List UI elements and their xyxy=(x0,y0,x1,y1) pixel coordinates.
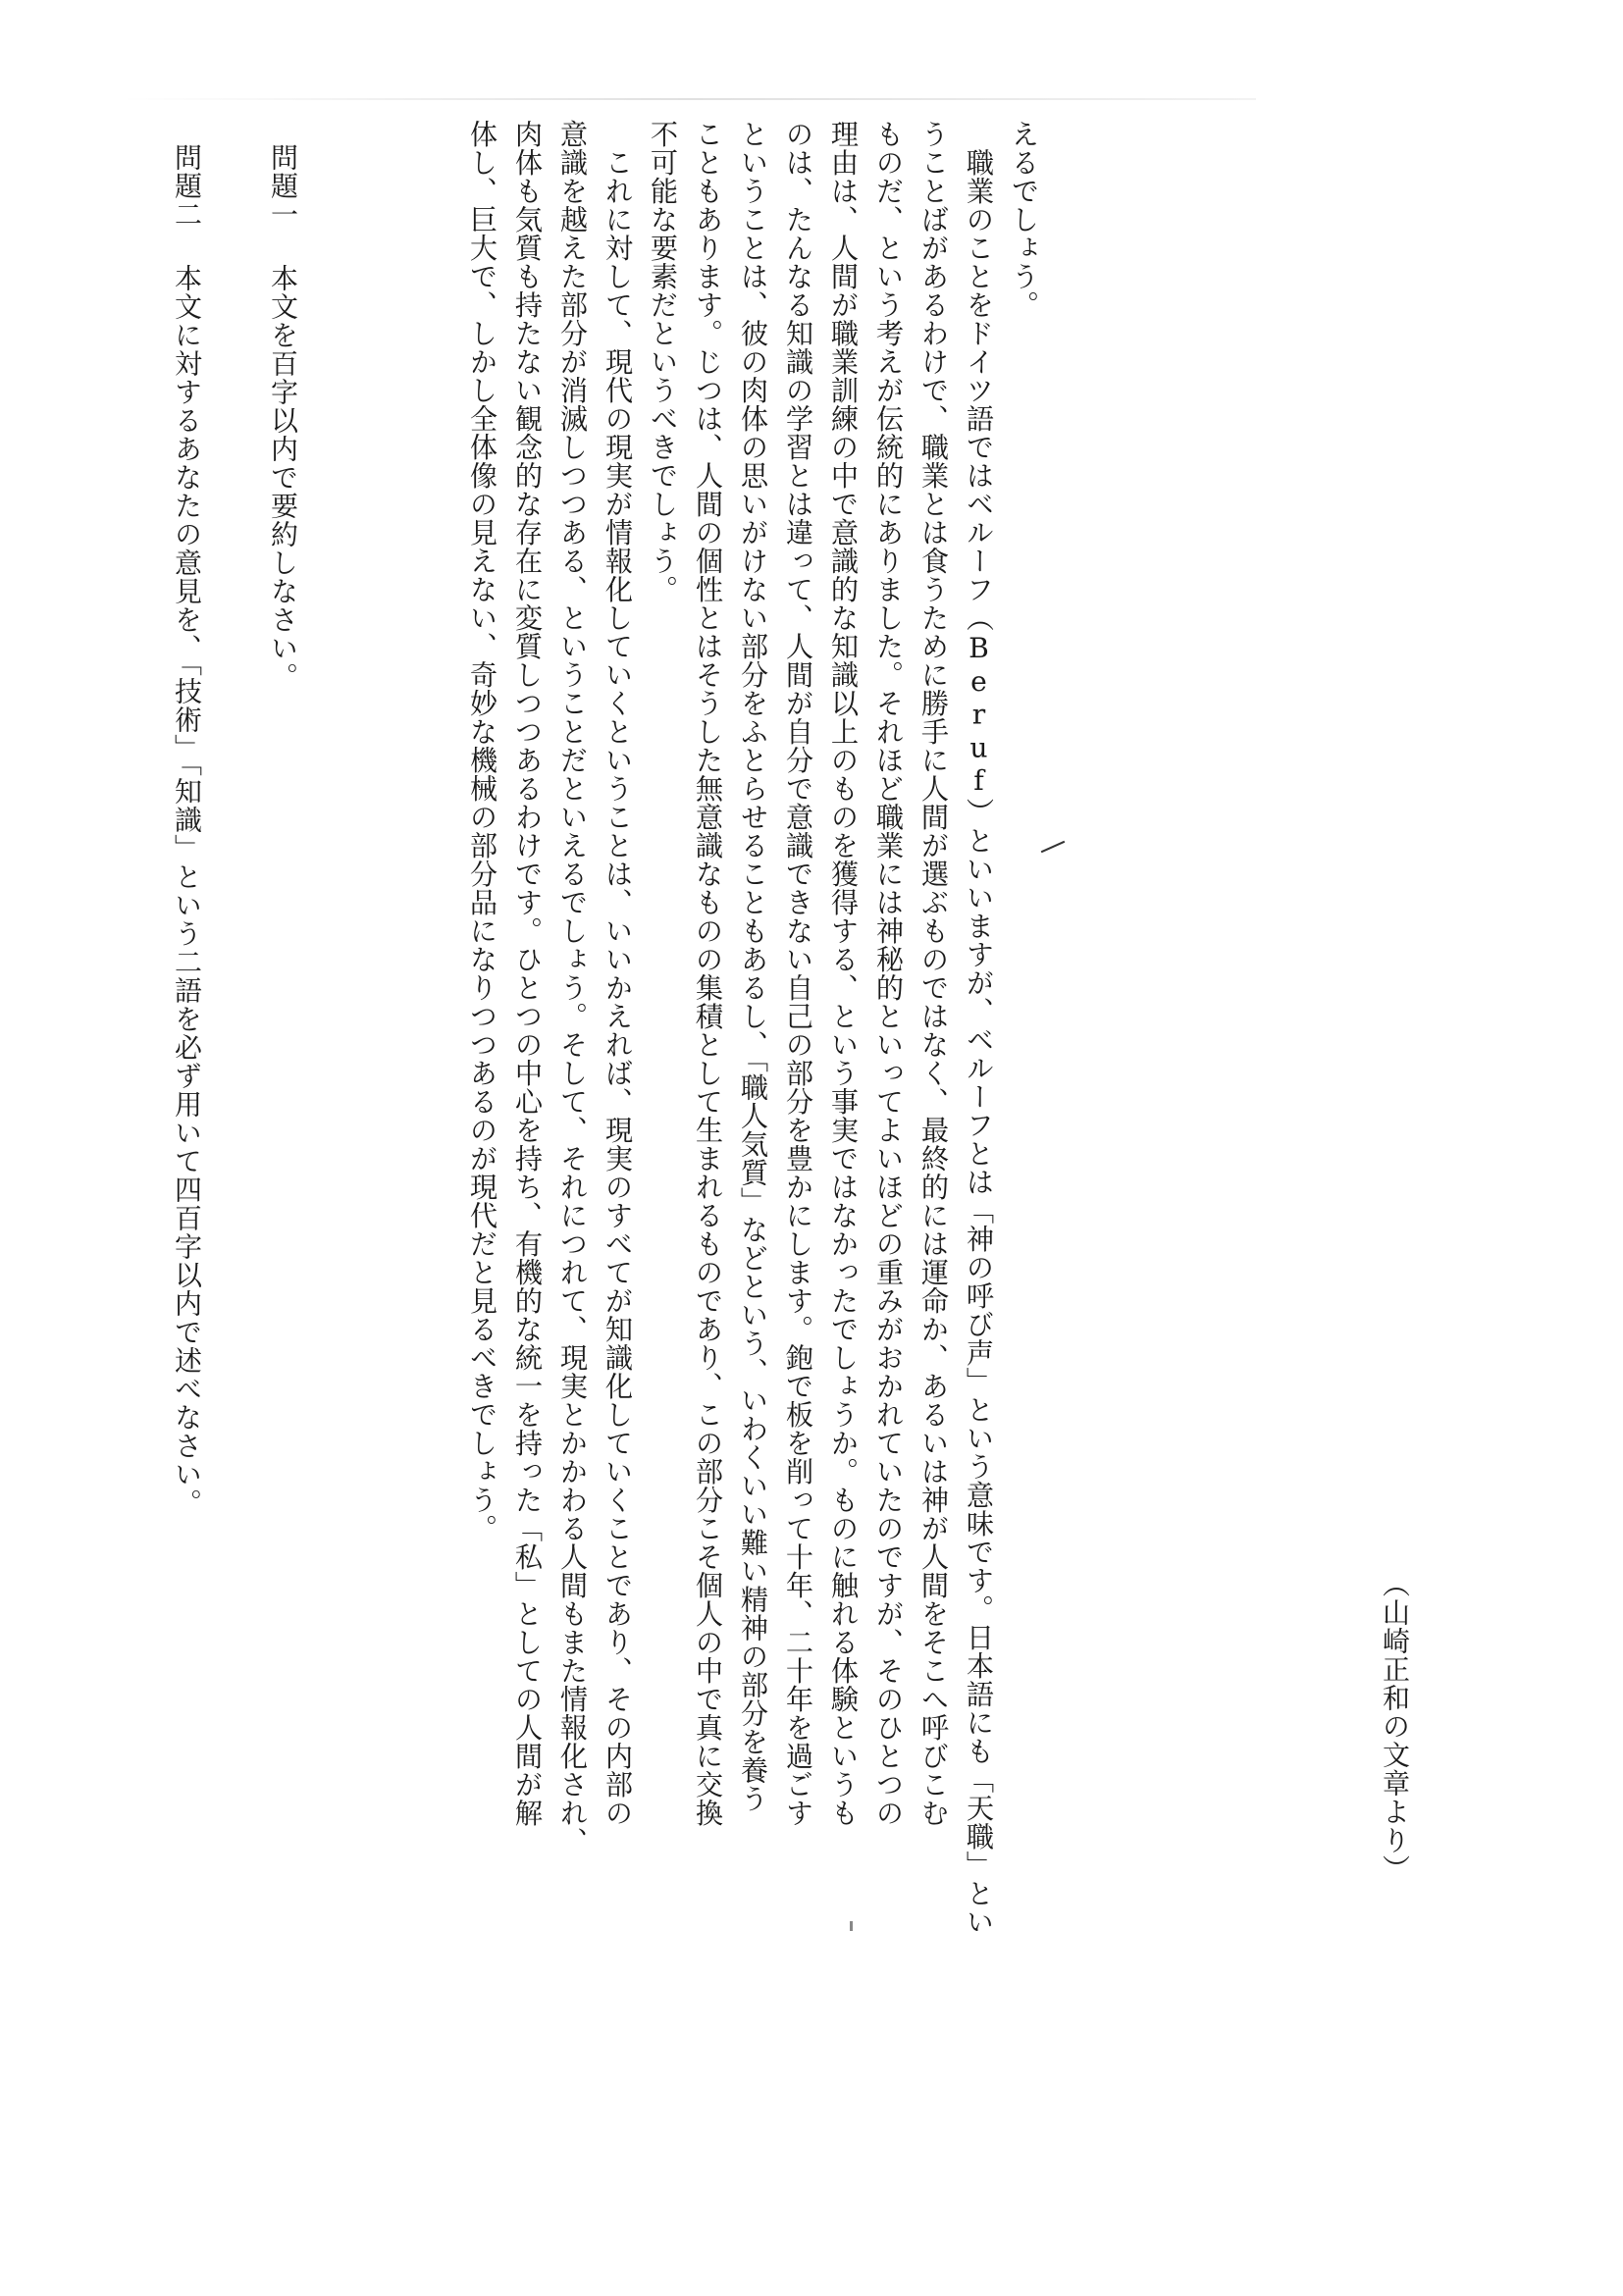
question-label: 問題二 xyxy=(171,143,203,229)
passage-line: こともあります。じつは、人間の個性とはそうした無意識なものの集積として生まれるものであり、この部分こそ個人の中で真に交換 xyxy=(692,120,724,1827)
scan-speck xyxy=(850,1921,853,1931)
passage-line: 理由は、人間が職業訓練の中で意識的な知識以上のものを獲得する、という事実ではなかったでしょうか。ものに触れる体験というも xyxy=(827,120,860,1827)
question-text: 本文を百字以内で要約しなさい。 xyxy=(267,264,299,691)
reading-passage xyxy=(459,120,1046,2043)
passage-line: 肉体も気質も持たない観念的な存在に変質しつつあるわけです。ひとつの中心を持ち、有機的な統一を持った「私」としての人間が解 xyxy=(511,120,544,1827)
passage-line: えるでしょう。 xyxy=(1008,120,1040,319)
question-1 xyxy=(263,143,302,691)
passage-line: 意識を越えた部分が消滅しつつある、ということだといえるでしょう。そして、それにつれて、現実とかかわる人間もまた情報化され、 xyxy=(556,120,589,1855)
scan-edge-line xyxy=(118,98,1256,100)
source-citation: （山崎正和の文章より） xyxy=(1379,1570,1411,1883)
passage-line: これに対して、現代の現実が情報化していくということは、いいかえれば、現実のすべてが知識化していくことであり、その内部の xyxy=(602,120,634,1827)
passage-line: 体し、巨大で、しかし全体像の見えない、奇妙な機械の部分品になりつつあるのが現代だと見るべきでしょう。 xyxy=(466,120,498,1542)
question-2 xyxy=(167,143,206,1517)
question-text: 本文に対するあなたの意見を、「技術」「知識」という二語を必ず用いて四百字以内で述べなさい。 xyxy=(171,264,203,1517)
question-label: 問題一 xyxy=(267,143,299,229)
passage-line: うことばがあるわけで、職業とは食うために勝手に人間が選ぶものではなく、最終的には運命か、あるいは神が人間をそこへ呼びこむ xyxy=(917,120,950,1827)
passage-line: のは、たんなる知識の学習とは違って、人間が自分で意識できない自己の部分を豊かにします。鉋で板を削って十年、二十年を過ごす xyxy=(782,120,814,1827)
passage-line: 職業のことをドイツ語ではベルーフ（Beruf）といいますが、ベルーフとは「神の呼び声」という意味です。日本語にも「天職」とい xyxy=(963,120,995,1936)
passage-line: ということは、彼の肉体の思いがけない部分をふとらせることもあるし、「職人気質」などという、いわくいい難い精神の部分を養う xyxy=(737,120,769,1813)
passage-line: 不可能な要素だというべきでしょう。 xyxy=(647,120,679,603)
passage-line: ものだ、という考えが伝統的にありました。それほど職業には神秘的といってよいほどの重みがおかれていたのですが、そのひとつの xyxy=(872,120,905,1827)
